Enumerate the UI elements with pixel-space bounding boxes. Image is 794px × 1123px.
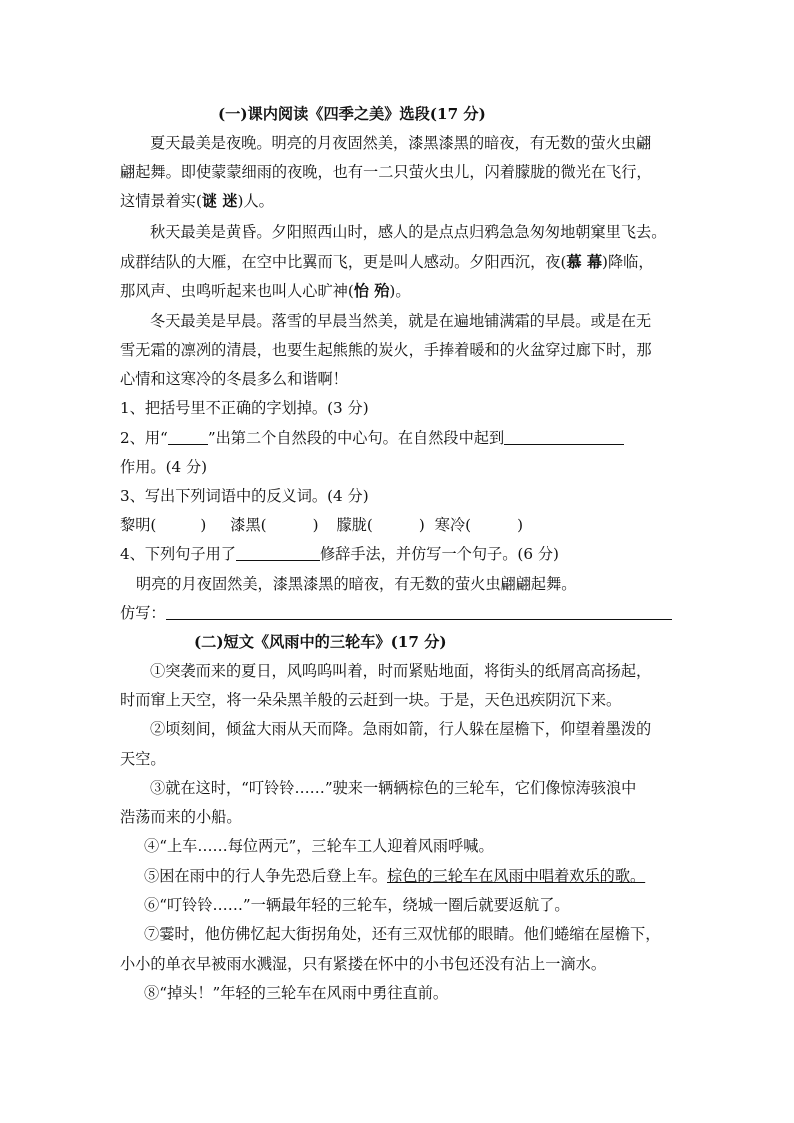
antonym-word: 黎明( bbox=[120, 516, 157, 534]
passage-2-line bbox=[120, 252, 654, 272]
word-option[interactable]: 怡 殆 bbox=[353, 282, 390, 300]
passage-3-line: 冬天最美是早晨。落雪的早晨当然美，就是在遍地铺满霜的早晨。或是在无 bbox=[150, 312, 652, 330]
antonym-word: 朦胧( bbox=[336, 516, 373, 534]
example-sentence: 明亮的月夜固然美，漆黑漆黑的暗夜，有无数的萤火虫翩翩起舞。 bbox=[136, 575, 577, 593]
antonym-word: 寒冷( bbox=[434, 516, 472, 534]
text: ”出第二个自然段的中心句。在自然段中起到 bbox=[207, 429, 505, 447]
section-heading-1: (一)课内阅读《四季之美》选段(17 分) bbox=[218, 105, 486, 123]
word-option[interactable]: 慕 幕 bbox=[566, 253, 603, 271]
text: )降临， bbox=[602, 253, 654, 271]
antonym-row bbox=[120, 515, 523, 535]
story-line: 小小的单衣早被雨水溅湿，只有紧搂在怀中的小书包还没有沾上一滴水。 bbox=[120, 955, 606, 973]
story-line: ①突袭而来的夏日，风呜呜叫着，时而紧贴地面，将街头的纸屑高高扬起， bbox=[150, 662, 652, 680]
answer-blank[interactable] bbox=[236, 546, 320, 561]
question-4 bbox=[120, 544, 559, 564]
question-2-cont: 作用。(4 分) bbox=[120, 458, 208, 476]
text: ) bbox=[312, 516, 319, 534]
story-line: ⑦霎时，他仿佛忆起大街拐角处，还有三双忧郁的眼睛。他们蜷缩在屋檐下， bbox=[144, 925, 661, 943]
passage-2-line bbox=[120, 281, 411, 301]
imitation-answer-line[interactable] bbox=[166, 605, 672, 620]
imitation-row bbox=[120, 603, 672, 623]
underlined-sentence: 棕色的三轮车在风雨中唱着欢乐的歌。 bbox=[387, 867, 646, 885]
text: 这情景着实( bbox=[120, 192, 202, 210]
story-line: ②顷刻间，倾盆大雨从天而降。急雨如箭，行人躲在屋檐下，仰望着墨泼的 bbox=[150, 720, 652, 738]
text: 成群结队的大雁，在空中比翼而飞，更是叫人感动。夕阳西沉，夜( bbox=[120, 253, 567, 271]
answer-blank[interactable] bbox=[168, 430, 208, 445]
text: )人。 bbox=[237, 192, 274, 210]
text: ⑤困在雨中的行人争先恐后登上车。 bbox=[144, 867, 387, 885]
story-line: ⑥“叮铃铃……”一辆最年轻的三轮车，绕城一圈后就要返航了。 bbox=[144, 896, 570, 914]
story-line: 天空。 bbox=[120, 750, 166, 768]
passage-3-line: 雪无霜的凛冽的清晨，也要生起熊熊的炭火，手捧着暖和的火盆穿过廊下时，那 bbox=[120, 341, 652, 359]
text: ) bbox=[200, 516, 207, 534]
story-line: ⑧“掉头！”年轻的三轮车在风雨中勇往直前。 bbox=[144, 984, 449, 1002]
passage-1-line: 翩起舞。即使蒙蒙细雨的夜晚，也有一二只萤火虫儿，闪着朦胧的微光在飞行， bbox=[120, 163, 652, 181]
answer-blank[interactable] bbox=[504, 430, 624, 445]
text: 修辞手法，并仿写一个句子。(6 分) bbox=[319, 545, 559, 563]
question-3: 3、写出下列词语中的反义词。(4 分) bbox=[120, 487, 369, 505]
text: 2、用“ bbox=[120, 429, 168, 447]
story-line: 浩荡而来的小船。 bbox=[120, 808, 242, 826]
question-2 bbox=[120, 428, 624, 448]
story-line: ④“上车……每位两元”，三轮车工人迎着风雨呼喊。 bbox=[144, 837, 494, 855]
imitate-label: 仿写： bbox=[120, 604, 166, 622]
passage-1-line: 夏天最美是夜晚。明亮的月夜固然美，漆黑漆黑的暗夜，有无数的萤火虫翩 bbox=[150, 134, 652, 152]
text: 那风声、虫鸣听起来也叫人心旷神( bbox=[120, 282, 354, 300]
text: 4、下列句子用了 bbox=[120, 545, 236, 563]
text: ) bbox=[418, 516, 425, 534]
story-line: 时而窜上天空，将一朵朵黑羊般的云赶到一块。于是，天色迅疾阴沉下来。 bbox=[120, 691, 622, 709]
text: ) bbox=[517, 516, 523, 534]
question-1: 1、把括号里不正确的字划掉。(3 分) bbox=[120, 399, 369, 417]
story-line: ③就在这时，“叮铃铃……”驶来一辆辆棕色的三轮车，它们像惊涛骇浪中 bbox=[150, 779, 637, 797]
passage-2-line: 秋天最美是黄昏。夕阳照西山时，感人的是点点归鸦急急匆匆地朝窠里飞去。 bbox=[150, 223, 667, 241]
passage-3-line: 心情和这寒冷的冬晨多么和谐啊！ bbox=[120, 370, 348, 388]
story-line bbox=[144, 866, 645, 886]
word-option[interactable]: 谜 迷 bbox=[201, 192, 238, 210]
text: )。 bbox=[389, 282, 411, 300]
antonym-word: 漆黑( bbox=[230, 516, 267, 534]
passage-1-line bbox=[120, 191, 274, 211]
section-heading-2: (二)短文《风雨中的三轮车》(17 分) bbox=[194, 633, 447, 651]
